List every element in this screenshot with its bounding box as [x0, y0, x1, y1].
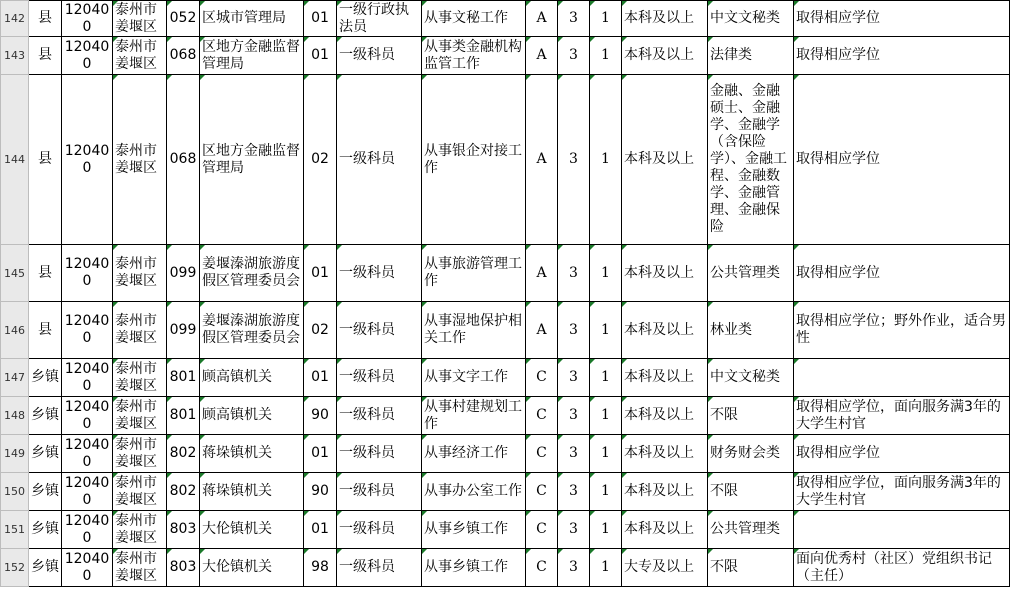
level-cell[interactable]: 县	[29, 75, 62, 245]
count-cell[interactable]: 1	[590, 75, 622, 245]
note-cell[interactable]: 取得相应学位	[794, 245, 1010, 302]
note-cell[interactable]: 取得相应学位；野外作业，适合男性	[794, 302, 1010, 359]
duty-cell[interactable]: 从事银企对接工作	[422, 75, 526, 245]
position-code-cell[interactable]: 02	[304, 302, 337, 359]
unit-cell[interactable]: 大伦镇机关	[200, 511, 304, 549]
position-code-cell[interactable]: 01	[304, 359, 337, 397]
major-cell[interactable]: 公共管理类	[708, 511, 794, 549]
education-cell[interactable]: 本科及以上	[622, 302, 708, 359]
unit-code-cell[interactable]: 802	[167, 435, 200, 473]
count-cell[interactable]: 1	[590, 359, 622, 397]
position-code-cell[interactable]: 98	[304, 549, 337, 587]
row-number[interactable]: 144	[1, 75, 29, 245]
region-cell[interactable]: 泰州市姜堰区	[113, 511, 167, 549]
table-row	[1, 37, 1010, 75]
unit-cell[interactable]: 顾高镇机关	[200, 359, 304, 397]
table-row	[1, 359, 1010, 397]
note-cell[interactable]: 取得相应学位	[794, 75, 1010, 245]
position-cell[interactable]: 一级科员	[337, 37, 422, 75]
major-cell[interactable]: 财务财会类	[708, 435, 794, 473]
ratio-cell[interactable]: 3	[558, 511, 590, 549]
table-row	[1, 75, 1010, 245]
count-cell[interactable]: 1	[590, 1, 622, 37]
position-code-cell[interactable]: 01	[304, 37, 337, 75]
unit-cell[interactable]: 区地方金融监督管理局	[200, 75, 304, 245]
major-cell[interactable]: 中文文秘类	[708, 359, 794, 397]
duty-cell[interactable]: 从事文秘工作	[422, 1, 526, 37]
education-cell[interactable]: 本科及以上	[622, 435, 708, 473]
position-code-cell[interactable]: 90	[304, 397, 337, 435]
unit-code-cell[interactable]: 099	[167, 245, 200, 302]
region-cell[interactable]: 泰州市姜堰区	[113, 435, 167, 473]
count-cell[interactable]: 1	[590, 397, 622, 435]
education-cell[interactable]: 大专及以上	[622, 549, 708, 587]
category-cell[interactable]: A	[526, 75, 558, 245]
code-cell[interactable]: 120400	[62, 511, 113, 549]
note-cell[interactable]	[794, 511, 1010, 549]
category-cell[interactable]: A	[526, 1, 558, 37]
table-row	[1, 302, 1010, 359]
count-cell[interactable]: 1	[590, 435, 622, 473]
level-cell[interactable]: 乡镇	[29, 549, 62, 587]
education-cell[interactable]: 本科及以上	[622, 473, 708, 511]
ratio-cell[interactable]: 3	[558, 473, 590, 511]
position-code-cell[interactable]: 01	[304, 1, 337, 37]
level-cell[interactable]: 乡镇	[29, 511, 62, 549]
level-cell[interactable]: 县	[29, 245, 62, 302]
unit-code-cell[interactable]: 801	[167, 359, 200, 397]
education-cell[interactable]: 本科及以上	[622, 75, 708, 245]
unit-code-cell[interactable]: 801	[167, 397, 200, 435]
count-cell[interactable]: 1	[590, 302, 622, 359]
table-row	[1, 397, 1010, 435]
note-cell[interactable]: 面向优秀村（社区）党组织书记（主任）	[794, 549, 1010, 587]
education-cell[interactable]: 本科及以上	[622, 37, 708, 75]
unit-code-cell[interactable]: 052	[167, 1, 200, 37]
count-cell[interactable]: 1	[590, 511, 622, 549]
unit-cell[interactable]: 蒋垛镇机关	[200, 435, 304, 473]
code-cell[interactable]: 120400	[62, 302, 113, 359]
code-cell[interactable]: 120400	[62, 1, 113, 37]
code-cell[interactable]: 120400	[62, 397, 113, 435]
unit-code-cell[interactable]: 068	[167, 75, 200, 245]
duty-cell[interactable]: 从事经济工作	[422, 435, 526, 473]
education-cell[interactable]: 本科及以上	[622, 1, 708, 37]
position-cell[interactable]: 一级科员	[337, 435, 422, 473]
category-cell[interactable]: C	[526, 359, 558, 397]
duty-cell[interactable]: 从事类金融机构监管工作	[422, 37, 526, 75]
duty-cell[interactable]: 从事文字工作	[422, 359, 526, 397]
position-code-cell[interactable]: 02	[304, 75, 337, 245]
position-cell[interactable]: 一级科员	[337, 473, 422, 511]
duty-cell[interactable]: 从事乡镇工作	[422, 549, 526, 587]
category-cell[interactable]: C	[526, 397, 558, 435]
table-body	[1, 1, 1010, 587]
region-cell[interactable]: 泰州市姜堰区	[113, 37, 167, 75]
table-row	[1, 245, 1010, 302]
code-cell[interactable]: 120400	[62, 473, 113, 511]
row-number[interactable]: 151	[1, 511, 29, 549]
count-cell[interactable]: 1	[590, 473, 622, 511]
major-cell[interactable]: 中文文秘类	[708, 1, 794, 37]
position-code-cell[interactable]: 01	[304, 245, 337, 302]
level-cell[interactable]: 县	[29, 302, 62, 359]
count-cell[interactable]: 1	[590, 245, 622, 302]
note-cell[interactable]: 取得相应学位	[794, 1, 1010, 37]
position-code-cell[interactable]: 01	[304, 435, 337, 473]
position-code-cell[interactable]: 01	[304, 511, 337, 549]
category-cell[interactable]: A	[526, 245, 558, 302]
duty-cell[interactable]: 从事乡镇工作	[422, 511, 526, 549]
level-cell[interactable]: 乡镇	[29, 397, 62, 435]
category-cell[interactable]: A	[526, 37, 558, 75]
note-cell[interactable]: 取得相应学位，面向服务满3年的大学生村官	[794, 397, 1010, 435]
category-cell[interactable]: C	[526, 549, 558, 587]
row-number[interactable]: 148	[1, 397, 29, 435]
position-cell[interactable]: 一级科员	[337, 397, 422, 435]
count-cell[interactable]: 1	[590, 549, 622, 587]
major-cell[interactable]: 林业类	[708, 302, 794, 359]
position-cell[interactable]: 一级科员	[337, 75, 422, 245]
code-cell[interactable]: 120400	[62, 359, 113, 397]
level-cell[interactable]: 乡镇	[29, 473, 62, 511]
ratio-cell[interactable]: 3	[558, 302, 590, 359]
row-number[interactable]: 145	[1, 245, 29, 302]
unit-code-cell[interactable]: 802	[167, 473, 200, 511]
position-cell[interactable]: 一级科员	[337, 359, 422, 397]
code-cell[interactable]: 120400	[62, 75, 113, 245]
row-number[interactable]: 146	[1, 302, 29, 359]
unit-code-cell[interactable]: 099	[167, 302, 200, 359]
ratio-cell[interactable]: 3	[558, 1, 590, 37]
ratio-cell[interactable]: 3	[558, 435, 590, 473]
major-cell[interactable]: 金融、金融硕士、金融学、金融学（含保险学）、金融工程、金融数学、金融管理、金融保险	[708, 75, 794, 245]
unit-cell[interactable]: 区城市管理局	[200, 1, 304, 37]
row-number[interactable]: 152	[1, 549, 29, 587]
position-cell[interactable]: 一级科员	[337, 511, 422, 549]
category-cell[interactable]: C	[526, 511, 558, 549]
region-cell[interactable]: 泰州市姜堰区	[113, 359, 167, 397]
level-cell[interactable]: 乡镇	[29, 359, 62, 397]
unit-cell[interactable]: 蒋垛镇机关	[200, 473, 304, 511]
table-row	[1, 473, 1010, 511]
level-cell[interactable]: 乡镇	[29, 435, 62, 473]
note-cell[interactable]: 取得相应学位	[794, 435, 1010, 473]
table-row	[1, 435, 1010, 473]
code-cell[interactable]: 120400	[62, 37, 113, 75]
education-cell[interactable]: 本科及以上	[622, 245, 708, 302]
ratio-cell[interactable]: 3	[558, 397, 590, 435]
position-cell[interactable]: 一级科员	[337, 549, 422, 587]
region-cell[interactable]: 泰州市姜堰区	[113, 1, 167, 37]
ratio-cell[interactable]: 3	[558, 245, 590, 302]
note-cell[interactable]: 取得相应学位	[794, 37, 1010, 75]
unit-cell[interactable]: 姜堰溱湖旅游度假区管理委员会	[200, 245, 304, 302]
major-cell[interactable]: 不限	[708, 397, 794, 435]
duty-cell[interactable]: 从事村建规划工作	[422, 397, 526, 435]
region-cell[interactable]: 泰州市姜堰区	[113, 549, 167, 587]
category-cell[interactable]: C	[526, 473, 558, 511]
row-number[interactable]: 149	[1, 435, 29, 473]
duty-cell[interactable]: 从事旅游管理工作	[422, 245, 526, 302]
region-cell[interactable]: 泰州市姜堰区	[113, 473, 167, 511]
major-cell[interactable]: 法律类	[708, 37, 794, 75]
ratio-cell[interactable]: 3	[558, 75, 590, 245]
duty-cell[interactable]: 从事办公室工作	[422, 473, 526, 511]
level-cell[interactable]: 县	[29, 1, 62, 37]
ratio-cell[interactable]: 3	[558, 37, 590, 75]
unit-code-cell[interactable]: 803	[167, 511, 200, 549]
code-cell[interactable]: 120400	[62, 245, 113, 302]
ratio-cell[interactable]: 3	[558, 359, 590, 397]
major-cell[interactable]: 不限	[708, 549, 794, 587]
position-cell[interactable]: 一级行政执法员	[337, 1, 422, 37]
position-cell[interactable]: 一级科员	[337, 245, 422, 302]
category-cell[interactable]: A	[526, 302, 558, 359]
code-cell[interactable]: 120400	[62, 549, 113, 587]
position-cell[interactable]: 一级科员	[337, 302, 422, 359]
ratio-cell[interactable]: 3	[558, 549, 590, 587]
duty-cell[interactable]: 从事湿地保护相关工作	[422, 302, 526, 359]
unit-cell[interactable]: 大伦镇机关	[200, 549, 304, 587]
table-row	[1, 1, 1010, 37]
region-cell[interactable]: 泰州市姜堰区	[113, 245, 167, 302]
code-cell[interactable]: 120400	[62, 435, 113, 473]
count-cell[interactable]: 1	[590, 37, 622, 75]
row-number[interactable]: 142	[1, 1, 29, 37]
row-number[interactable]: 147	[1, 359, 29, 397]
major-cell[interactable]: 不限	[708, 473, 794, 511]
unit-cell[interactable]: 姜堰溱湖旅游度假区管理委员会	[200, 302, 304, 359]
note-cell[interactable]: 取得相应学位，面向服务满3年的大学生村官	[794, 473, 1010, 511]
category-cell[interactable]: C	[526, 435, 558, 473]
education-cell[interactable]: 本科及以上	[622, 511, 708, 549]
region-cell[interactable]: 泰州市姜堰区	[113, 302, 167, 359]
unit-code-cell[interactable]: 068	[167, 37, 200, 75]
note-cell[interactable]	[794, 359, 1010, 397]
major-cell[interactable]: 公共管理类	[708, 245, 794, 302]
table-row	[1, 549, 1010, 587]
table-row	[1, 511, 1010, 549]
unit-code-cell[interactable]: 803	[167, 549, 200, 587]
region-cell[interactable]: 泰州市姜堰区	[113, 397, 167, 435]
row-number[interactable]: 143	[1, 37, 29, 75]
unit-cell[interactable]: 区地方金融监督管理局	[200, 37, 304, 75]
level-cell[interactable]: 县	[29, 37, 62, 75]
unit-cell[interactable]: 顾高镇机关	[200, 397, 304, 435]
region-cell[interactable]: 泰州市姜堰区	[113, 75, 167, 245]
row-number[interactable]: 150	[1, 473, 29, 511]
education-cell[interactable]: 本科及以上	[622, 359, 708, 397]
position-code-cell[interactable]: 90	[304, 473, 337, 511]
education-cell[interactable]: 本科及以上	[622, 397, 708, 435]
